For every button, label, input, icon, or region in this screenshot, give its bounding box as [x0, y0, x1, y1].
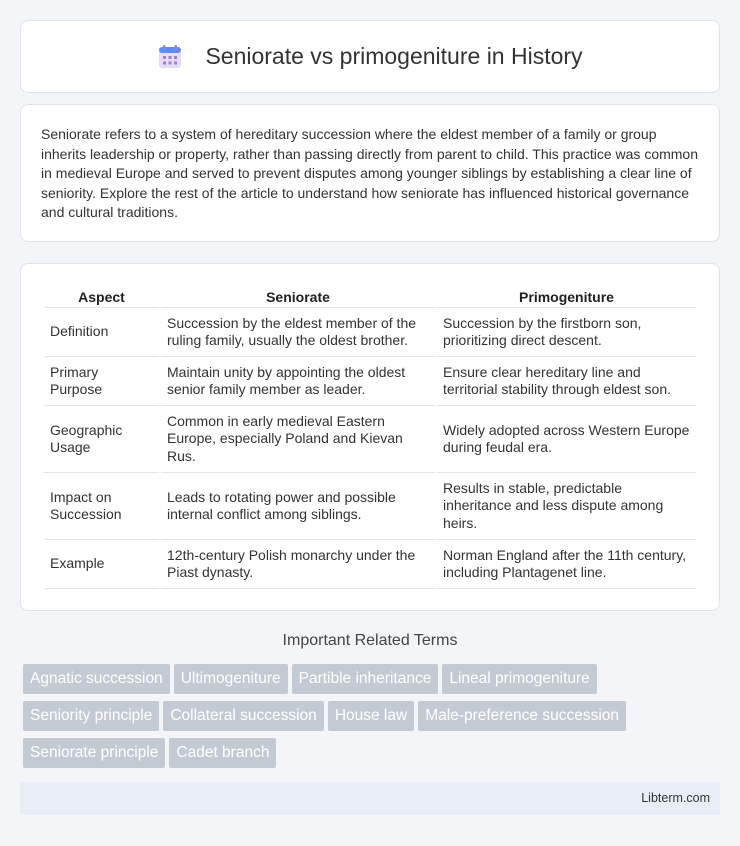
table-row — [44, 308, 696, 357]
footer-site-link[interactable]: Libterm.com — [641, 791, 710, 805]
table-row — [44, 540, 696, 589]
term-tag[interactable]: Cadet branch — [169, 738, 276, 768]
page-title: Seniorate vs primogeniture in History — [205, 43, 583, 69]
table-cell: Impact on Succession — [44, 473, 159, 540]
related-terms-list — [23, 664, 723, 775]
term-tag[interactable]: Seniority principle — [23, 701, 159, 731]
table-cell: Widely adopted across Western Europe during feudal era. — [437, 406, 696, 473]
term-tag[interactable]: Lineal primogeniture — [442, 664, 596, 694]
table-row — [44, 473, 696, 540]
term-tag[interactable]: House law — [328, 701, 414, 731]
term-tag[interactable]: Agnatic succession — [23, 664, 170, 694]
table-cell: Example — [44, 540, 159, 589]
table-cell: Leads to rotating power and possible internal conflict among siblings. — [161, 473, 435, 540]
table-row — [44, 357, 696, 406]
table-cell: Succession by the eldest member of the ruling family, usually the oldest brother. — [161, 308, 435, 357]
column-header-seniorate: Seniorate — [161, 284, 435, 308]
comparison-table — [42, 284, 698, 589]
table-cell: Maintain unity by appointing the oldest senior family member as leader. — [161, 357, 435, 406]
column-header-aspect: Aspect — [44, 284, 159, 308]
table-cell: 12th-century Polish monarchy under the Piast dynasty. — [161, 540, 435, 589]
table-header-row — [44, 284, 696, 308]
term-tag[interactable]: Male-preference succession — [418, 701, 626, 731]
term-tag[interactable]: Collateral succession — [163, 701, 323, 731]
table-row — [44, 406, 696, 473]
table-cell: Geographic Usage — [44, 406, 159, 473]
calendar-icon — [157, 44, 183, 70]
term-tag[interactable]: Seniorate principle — [23, 738, 165, 768]
table-cell: Common in early medieval Eastern Europe, especially Poland and Kievan Rus. — [161, 406, 435, 473]
intro-card — [20, 104, 720, 242]
table-cell: Primary Purpose — [44, 357, 159, 406]
table-cell: Ensure clear hereditary line and territorial stability through eldest son. — [437, 357, 696, 406]
column-header-primogeniture: Primogeniture — [437, 284, 696, 308]
header-card — [20, 20, 720, 93]
term-tag[interactable]: Partible inheritance — [292, 664, 439, 694]
table-cell: Succession by the firstborn son, prioritizing direct descent. — [437, 308, 696, 357]
term-tag[interactable]: Ultimogeniture — [174, 664, 288, 694]
table-cell: Results in stable, predictable inheritance and less dispute among heirs. — [437, 473, 696, 540]
table-cell: Definition — [44, 308, 159, 357]
comparison-card — [20, 263, 720, 611]
related-terms-title: Important Related Terms — [282, 632, 458, 649]
intro-text: Seniorate refers to a system of hereditary succession where the eldest member of a family or group inherits leadership or property, rather than passing directly from parent to child. This practice was common in medieval Europe and served to prevent disputes among younger siblings by establishing a clear line of seniority. Explore the rest of the article to understand how seniorate has influenced historical governance and cultural traditions. — [41, 126, 699, 220]
footer — [20, 782, 720, 815]
table-cell: Norman England after the 11th century, including Plantagenet line. — [437, 540, 696, 589]
